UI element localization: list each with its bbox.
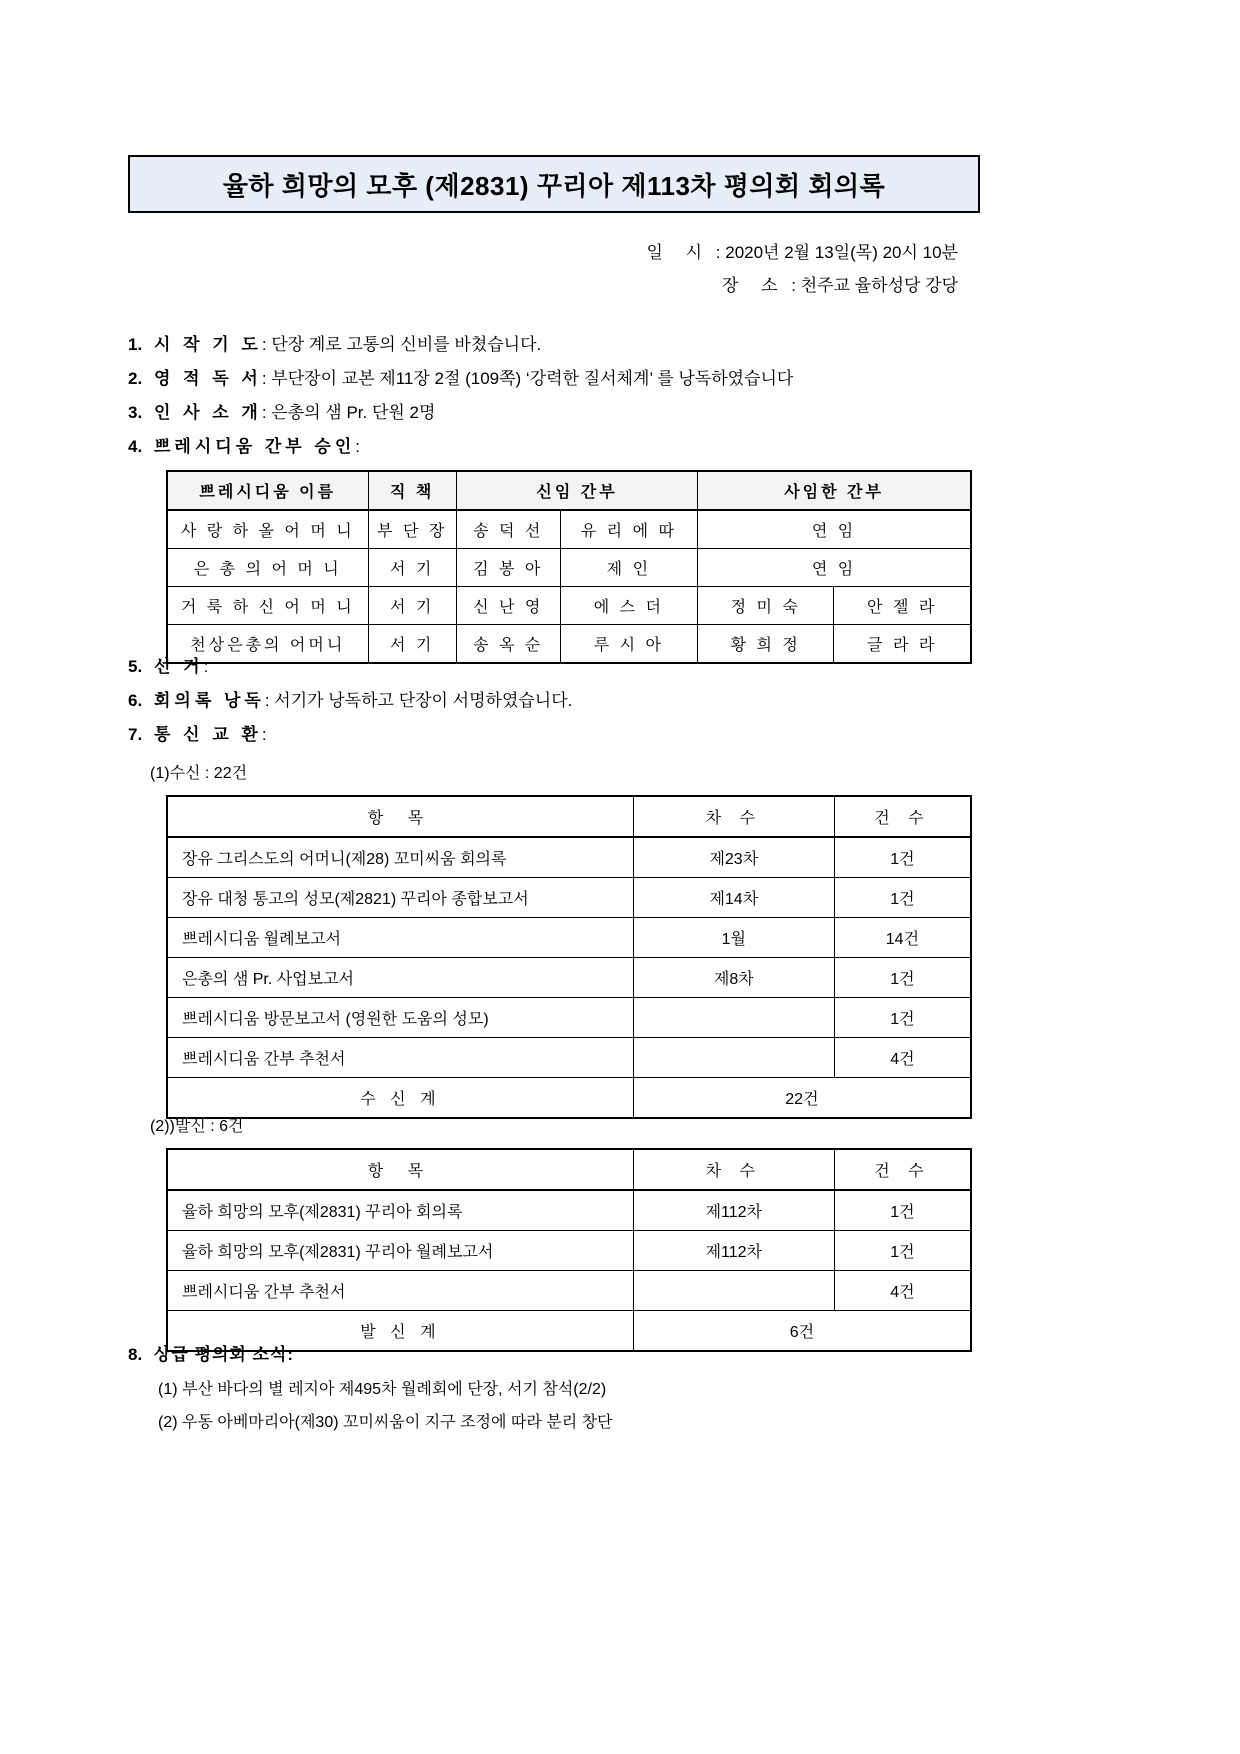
officer-resigned-name-3: 정 미 숙 — [698, 587, 834, 625]
sent-header-count: 건 수 — [834, 1149, 971, 1190]
officer-new-baptismal-2: 제 인 — [560, 549, 698, 587]
agenda-item-2-number: 2. — [128, 369, 143, 388]
table-row — [167, 1231, 971, 1271]
sent-table-header-row — [167, 1149, 971, 1190]
agenda-item-4-value: : — [355, 437, 360, 456]
officer-table-header-row — [167, 471, 971, 510]
received-item-2: 장유 대청 통고의 성모(제2821) 꾸리아 종합보고서 — [167, 878, 633, 918]
agenda-item-6 — [128, 686, 1128, 711]
received-count-3: 14건 — [834, 918, 971, 958]
received-item-4: 은총의 샘 Pr. 사업보고서 — [167, 958, 633, 998]
officer-new-name-2: 김 봉 아 — [456, 549, 560, 587]
received-header-order: 차 수 — [633, 796, 834, 837]
agenda-item-1 — [128, 330, 1128, 355]
agenda-item-5-value: : — [203, 657, 209, 676]
received-total-label: 수 신 계 — [167, 1078, 633, 1119]
table-row — [167, 918, 971, 958]
received-total-row — [167, 1078, 971, 1119]
agenda-item-7 — [128, 720, 1128, 745]
officer-new-name-1: 송 덕 선 — [456, 510, 560, 549]
agenda-item-8-key: 상급 평의회 소식 — [154, 1345, 288, 1364]
section-8-line-1: (1) 부산 바다의 별 레지아 제495차 월례회에 단장, 서기 참석(2/2) — [158, 1381, 607, 1398]
officer-presidium-3: 거 룩 하 신 어 머 니 — [167, 587, 368, 625]
received-item-1: 장유 그리스도의 어머니(제28) 꼬미씨움 회의록 — [167, 837, 633, 878]
table-row — [167, 837, 971, 878]
section-8-line-2: (2) 우동 아베마리아(제30) 꼬미씨움이 지구 조정에 따라 분리 창단 — [158, 1414, 613, 1431]
agenda-item-1-value: : 단장 계로 고통의 신비를 바쳤습니다. — [261, 335, 542, 354]
officer-resigned-baptismal-3: 안 젤 라 — [834, 587, 971, 625]
agenda-item-7-key: 통 신 교 환 — [154, 725, 262, 744]
agenda-item-5-number: 5. — [128, 657, 143, 676]
officer-new-baptismal-3: 에 스 더 — [560, 587, 698, 625]
received-total-value: 22건 — [633, 1078, 971, 1119]
table-row — [167, 958, 971, 998]
agenda-item-6-value: : 서기가 낭독하고 단장이 서명하였습니다. — [264, 691, 573, 710]
sent-correspondence-table-wrapper — [166, 1148, 972, 1352]
agenda-item-1-number: 1. — [128, 335, 143, 354]
officer-approval-table — [166, 470, 972, 664]
received-correspondence-table — [166, 795, 972, 1119]
officer-presidium-1: 사 랑 하 올 어 머 니 — [167, 510, 368, 549]
officer-new-name-3: 신 난 영 — [456, 587, 560, 625]
table-row — [167, 510, 971, 549]
agenda-list-middle — [128, 652, 1128, 754]
sent-header-item: 항 목 — [167, 1149, 633, 1190]
meta-place-label: 장 소 — [721, 276, 787, 295]
officer-header-role: 직 책 — [368, 471, 456, 510]
agenda-item-4 — [128, 432, 1128, 457]
sent-total-value: 6건 — [633, 1311, 971, 1352]
agenda-item-6-key: 회의록 낭독 — [154, 691, 265, 710]
officer-presidium-2: 은 총 의 어 머 니 — [167, 549, 368, 587]
sent-item-2: 율하 희망의 모후(제2831) 꾸리아 월례보고서 — [167, 1231, 633, 1271]
officer-role-1: 부 단 장 — [368, 510, 456, 549]
meeting-meta — [128, 236, 980, 302]
meta-date-row — [128, 236, 980, 269]
table-row — [167, 1038, 971, 1078]
officer-header-new: 신임 간부 — [456, 471, 697, 510]
sent-order-2: 제112차 — [633, 1231, 834, 1271]
meta-date-label: 일 시 — [646, 243, 712, 262]
officer-role-4: 서 기 — [368, 625, 456, 664]
officer-header-resigned: 사임한 간부 — [698, 471, 971, 510]
meta-place-value: : 천주교 율하성당 강당 — [791, 276, 958, 295]
officer-header-presidium: 쁘레시디움 이름 — [167, 471, 368, 510]
agenda-item-3 — [128, 398, 1128, 423]
officer-resigned-name-4: 황 희 정 — [698, 625, 834, 664]
sent-item-3: 쁘레시디움 간부 추천서 — [167, 1271, 633, 1311]
sent-correspondence-table — [166, 1148, 972, 1352]
officer-new-baptismal-1: 유 리 에 따 — [560, 510, 698, 549]
page-title: 율하 희망의 모후 (제2831) 꾸리아 제113차 평의회 회의록 — [222, 170, 886, 201]
received-count-4: 1건 — [834, 958, 971, 998]
table-row — [167, 587, 971, 625]
agenda-item-3-value: : 은총의 샘 Pr. 단원 2명 — [261, 403, 436, 422]
received-order-1: 제23차 — [633, 837, 834, 878]
document-title-banner — [128, 155, 980, 213]
received-count-5: 1건 — [834, 998, 971, 1038]
agenda-item-3-key: 인 사 소 개 — [154, 403, 262, 422]
table-row — [167, 549, 971, 587]
sent-count-3: 4건 — [834, 1271, 971, 1311]
officer-resigned-1: 연 임 — [698, 510, 971, 549]
agenda-item-6-number: 6. — [128, 691, 143, 710]
section-8-block — [128, 1340, 1128, 1442]
sent-total-label: 발 신 계 — [167, 1311, 633, 1352]
agenda-item-5 — [128, 652, 1128, 677]
officer-role-2: 서 기 — [368, 549, 456, 587]
received-header-item: 항 목 — [167, 796, 633, 837]
meta-date-value: : 2020년 2월 13일(목) 20시 10분 — [715, 243, 958, 262]
received-count-1: 1건 — [834, 837, 971, 878]
agenda-item-7-value: : — [261, 725, 267, 744]
sent-order-1: 제112차 — [633, 1190, 834, 1231]
sent-correspondence-label: (2))발신 : 6건 — [150, 1118, 244, 1135]
table-row — [167, 1190, 971, 1231]
received-order-6 — [633, 1038, 834, 1078]
agenda-item-1-key: 시 작 기 도 — [154, 335, 262, 354]
officer-resigned-baptismal-4: 글 라 라 — [834, 625, 971, 664]
received-table-header-row — [167, 796, 971, 837]
received-header-count: 건 수 — [834, 796, 971, 837]
agenda-item-8-number: 8. — [128, 1345, 143, 1364]
received-order-4: 제8차 — [633, 958, 834, 998]
table-row — [167, 998, 971, 1038]
received-order-3: 1월 — [633, 918, 834, 958]
received-count-6: 4건 — [834, 1038, 971, 1078]
sent-item-1: 율하 희망의 모후(제2831) 꾸리아 회의록 — [167, 1190, 633, 1231]
table-row — [167, 1271, 971, 1311]
agenda-item-2 — [128, 364, 1128, 389]
sent-order-3 — [633, 1271, 834, 1311]
sent-count-2: 1건 — [834, 1231, 971, 1271]
officer-new-baptismal-4: 루 시 아 — [560, 625, 698, 664]
officer-role-3: 서 기 — [368, 587, 456, 625]
agenda-item-2-value: : 부단장이 교본 제11장 2절 (109쪽) ‘강력한 질서체계’ 를 낭독하였습니다 — [261, 369, 794, 388]
officer-resigned-2: 연 임 — [698, 549, 971, 587]
received-item-5: 쁘레시디움 방문보고서 (영원한 도움의 성모) — [167, 998, 633, 1038]
agenda-item-2-key: 영 적 독 서 — [154, 369, 262, 388]
table-row — [167, 878, 971, 918]
officer-new-name-4: 송 옥 순 — [456, 625, 560, 664]
received-correspondence-table-wrapper — [166, 795, 972, 1119]
sent-header-order: 차 수 — [633, 1149, 834, 1190]
agenda-item-8 — [128, 1340, 1128, 1365]
received-item-3: 쁘레시디움 월례보고서 — [167, 918, 633, 958]
officer-approval-table-wrapper — [166, 470, 972, 664]
agenda-item-4-key: 쁘레시디움 간부 승인 — [154, 437, 356, 456]
officer-presidium-4: 천상은총의 어머니 — [167, 625, 368, 664]
agenda-item-4-number: 4. — [128, 437, 143, 456]
agenda-list-top — [128, 330, 1128, 466]
received-item-6: 쁘레시디움 간부 추천서 — [167, 1038, 633, 1078]
received-order-5 — [633, 998, 834, 1038]
received-order-2: 제14차 — [633, 878, 834, 918]
received-count-2: 1건 — [834, 878, 971, 918]
meta-place-row — [128, 269, 980, 302]
received-correspondence-label: (1)수신 : 22건 — [150, 765, 248, 782]
sent-count-1: 1건 — [834, 1190, 971, 1231]
agenda-item-3-number: 3. — [128, 403, 143, 422]
agenda-item-7-number: 7. — [128, 725, 143, 744]
agenda-item-8-colon: : — [287, 1345, 295, 1364]
agenda-item-5-key: 선 거 — [154, 657, 204, 676]
